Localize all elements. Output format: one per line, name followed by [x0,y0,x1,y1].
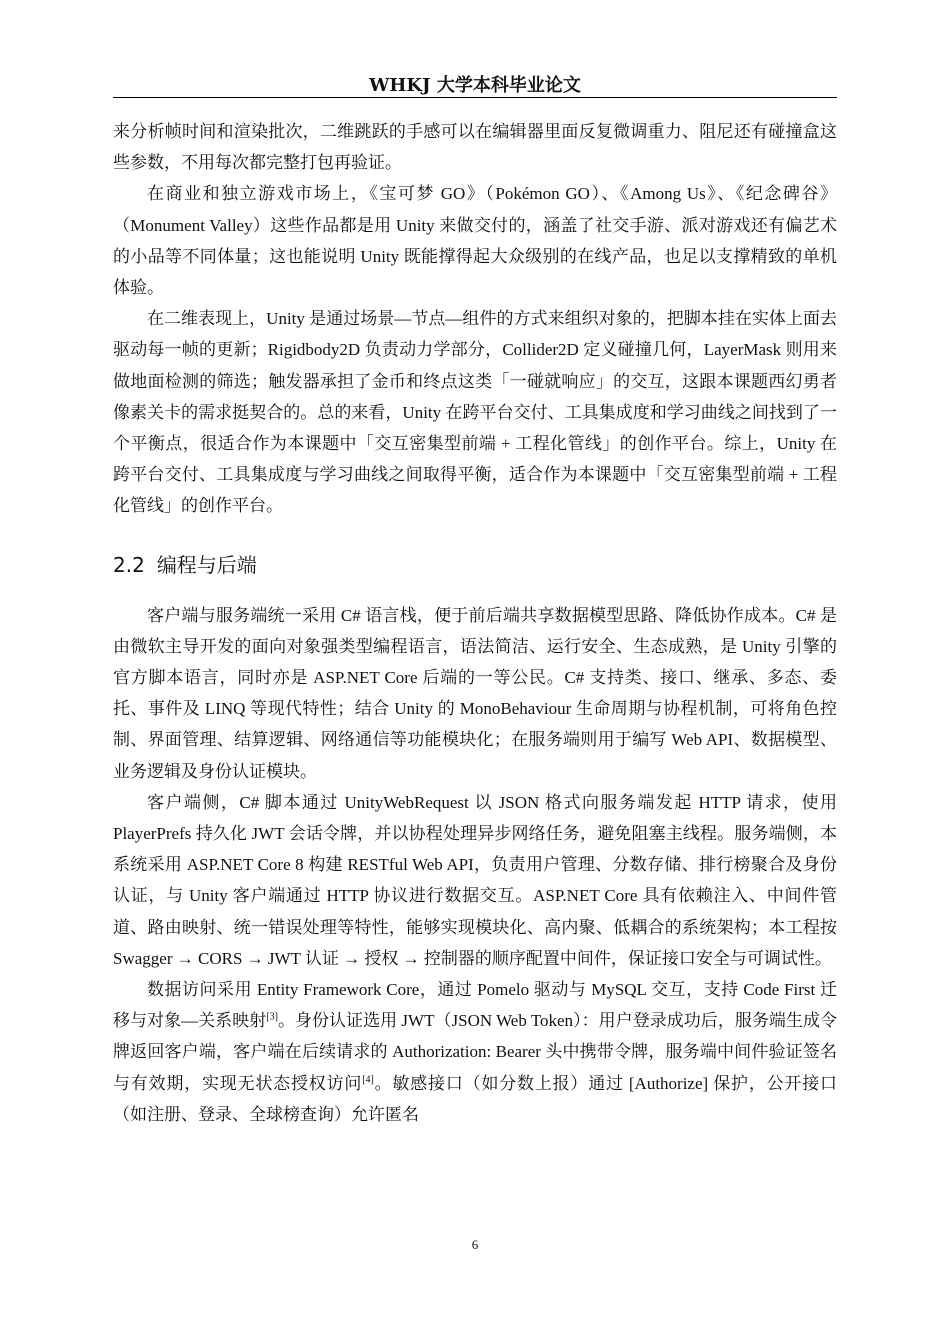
paragraph-text: 。身份认证选用 JWT（JSON Web Token）：用户登录成功后，服务端生成令牌返回客户端，客户端在后续请求的 Authorization: Bearer 头中携带令牌，服务端中间件验证签名与有效期，实现无状态授权访问 [113,1011,837,1093]
paragraph-continued: 来分析帧时间和渲染批次，二维跳跃的手感可以在编辑器里面反复微调重力、阻尼还有碰撞盒这些参数，不用每次都完整打包再验证。 [113,122,837,173]
citation-ref: [3] [266,1011,278,1023]
paragraph: 在二维表现上，Unity 是通过场景—节点—组件的方式来组织对象的，把脚本挂在实体上面去驱动每一帧的更新；Rigidbody2D 负责动力学部分，Collider2D 定义碰撞几何，LayerMask 则用来做地面检测的筛选；触发器承担了金币和终点这类「一碰就响应」的交互，这跟本课题西幻勇者像素关卡的需求挺契合的。总的来看，Unity 在跨平台交付、工具集成度和学习曲线之间找到了一个平衡点，很适合作为本课题中「交互密集型前端 + 工程化管线」的创作平台。综上，Unity 在跨平台交付、工具集成度与学习曲线之间取得平衡，适合作为本课题中「交互密集型前端 + 工程化管线」的创作平台。 [113,309,837,516]
section-title: 编程与后端 [156,552,257,577]
paragraph: 客户端侧，C# 脚本通过 UnityWebRequest 以 JSON 格式向服务端发起 HTTP 请求，使用 PlayerPrefs 持久化 JWT 会话令牌，并以协程处理异步网络任务，避免阻塞主线程。服务端侧，本系统采用 ASP.NET Core 8 构建 RESTful Web API，负责用户管理、分数存储、排行榜聚合及身份认证，与 Unity 客户端通过 HTTP 协议进行数据交互。ASP.NET Core 具有依赖注入、中间件管道、路由映射、统一错误处理等特性，能够实现模块化、高内聚、低耦合的系统架构；本工程按 Swagger → CORS → JWT 认证 → 授权 → 控制器的顺序配置中间件，保证接口安全与可调试性。 [113,792,837,968]
paragraph [113,974,837,1130]
paragraph: 在商业和独立游戏市场上，《宝可梦 GO》（Pokémon GO）、《Among Us》、《纪念碑谷》（Monument Valley）这些作品都是用 Unity 来做交付的，涵盖了社交手游、派对游戏还有偏艺术的小品等不同体量；这也能说明 Unity 既能撑得起大众级别的在线产品，也足以支撑精致的单机体验。 [113,184,837,298]
page-number: 6 [471,1237,479,1252]
header-rule [113,97,837,98]
page-body [113,116,837,1130]
section-number: 2.2 [113,552,145,577]
section-heading [113,550,837,580]
paragraph: 客户端与服务端统一采用 C# 语言栈，便于前后端共享数据模型思路、降低协作成本。C# 是由微软主导开发的面向对象强类型编程语言，语法简洁、运行安全、生态成熟，是 Unity 引擎的官方脚本语言，同时亦是 ASP.NET Core 后端的一等公民。C# 支持类、接口、继承、多态、委托、事件及 LINQ 等现代特性；结合 Unity 的 MonoBehaviour 生命周期与协程机制，可将角色控制、界面管理、结算逻辑、网络通信等功能模块化；在服务端则用于编写 Web API、数据模型、业务逻辑及身份认证模块。 [113,605,837,781]
running-header: WHKJ 大学本科毕业论文 [369,75,581,96]
citation-ref: [4] [362,1074,374,1086]
paragraph-text: 。敏感接口（如分数上报）通过 [Authorize] 保护，公开接口（如注册、登录、全球榜查询）允许匿名 [113,1073,838,1124]
paragraph-text: 数据访问采用 Entity Framework Core，通过 Pomelo 驱动与 MySQL 交互，支持 Code First 迁移与对象—关系映射 [113,980,837,1031]
